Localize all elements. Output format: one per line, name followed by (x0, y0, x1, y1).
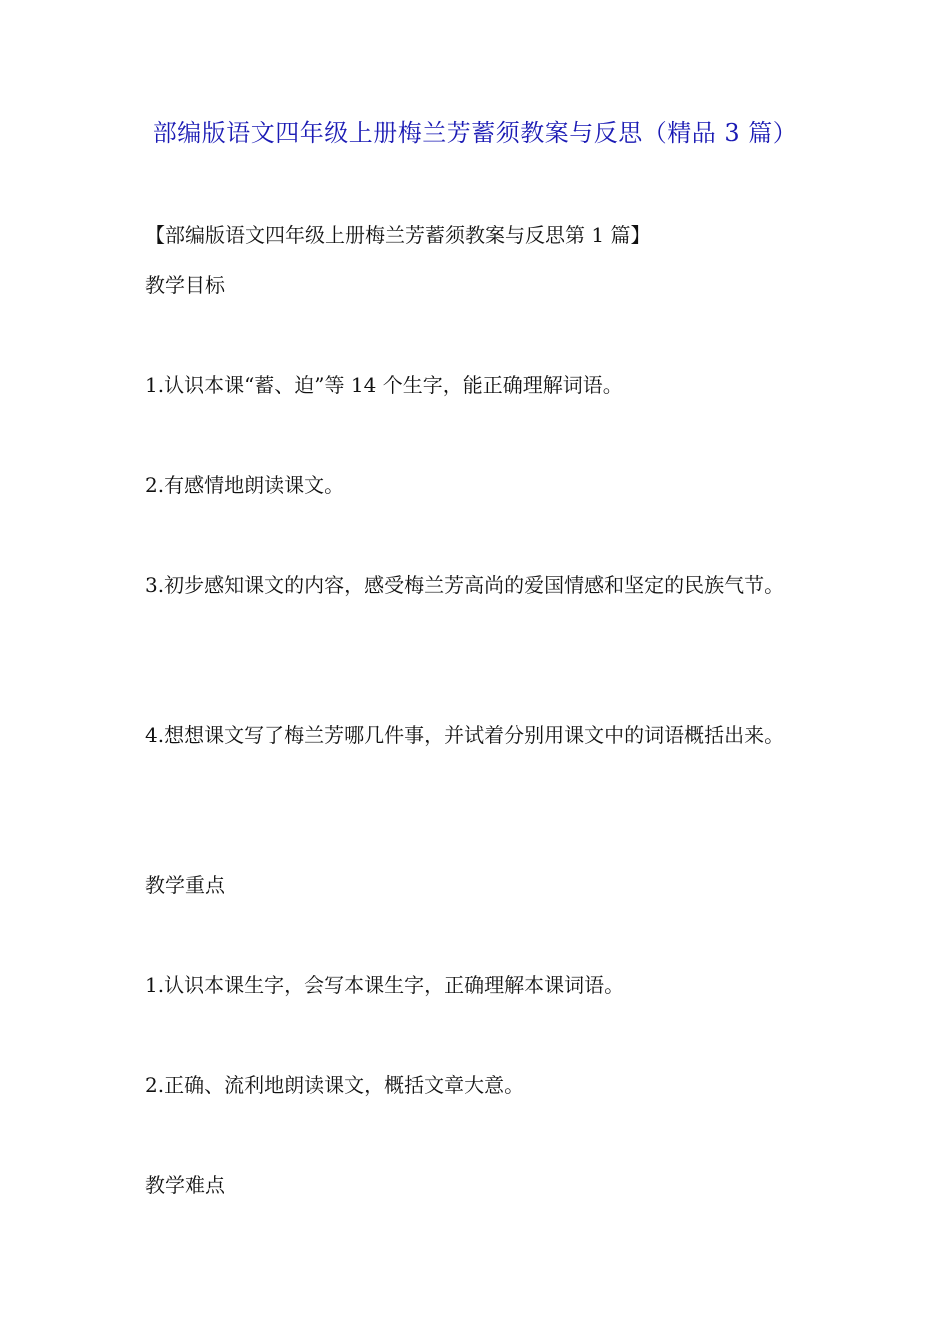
section-heading: 【部编版语文四年级上册梅兰芳蓄须教案与反思第 1 篇】 (145, 223, 651, 247)
goal-item-3: 3.初步感知课文的内容，感受梅兰芳高尚的爱国情感和坚定的民族气节。 (145, 573, 785, 597)
document-title: 部编版语文四年级上册梅兰芳蓄须教案与反思（精品 3 篇） (152, 119, 798, 147)
key-points-heading: 教学重点 (145, 873, 225, 897)
goal-item-1: 1.认识本课“蓄、迫”等 14 个生字，能正确理解词语。 (145, 373, 623, 397)
goal-item-4: 4.想想课文写了梅兰芳哪几件事，并试着分别用课文中的词语概括出来。 (145, 723, 785, 747)
key-point-item-1: 1.认识本课生字，会写本课生字，正确理解本课词语。 (145, 973, 625, 997)
goals-heading: 教学目标 (145, 273, 225, 297)
difficulties-heading: 教学难点 (145, 1173, 225, 1197)
goal-item-2: 2.有感情地朗读课文。 (145, 473, 345, 497)
key-point-item-2: 2.正确、流利地朗读课文，概括文章大意。 (145, 1073, 525, 1097)
